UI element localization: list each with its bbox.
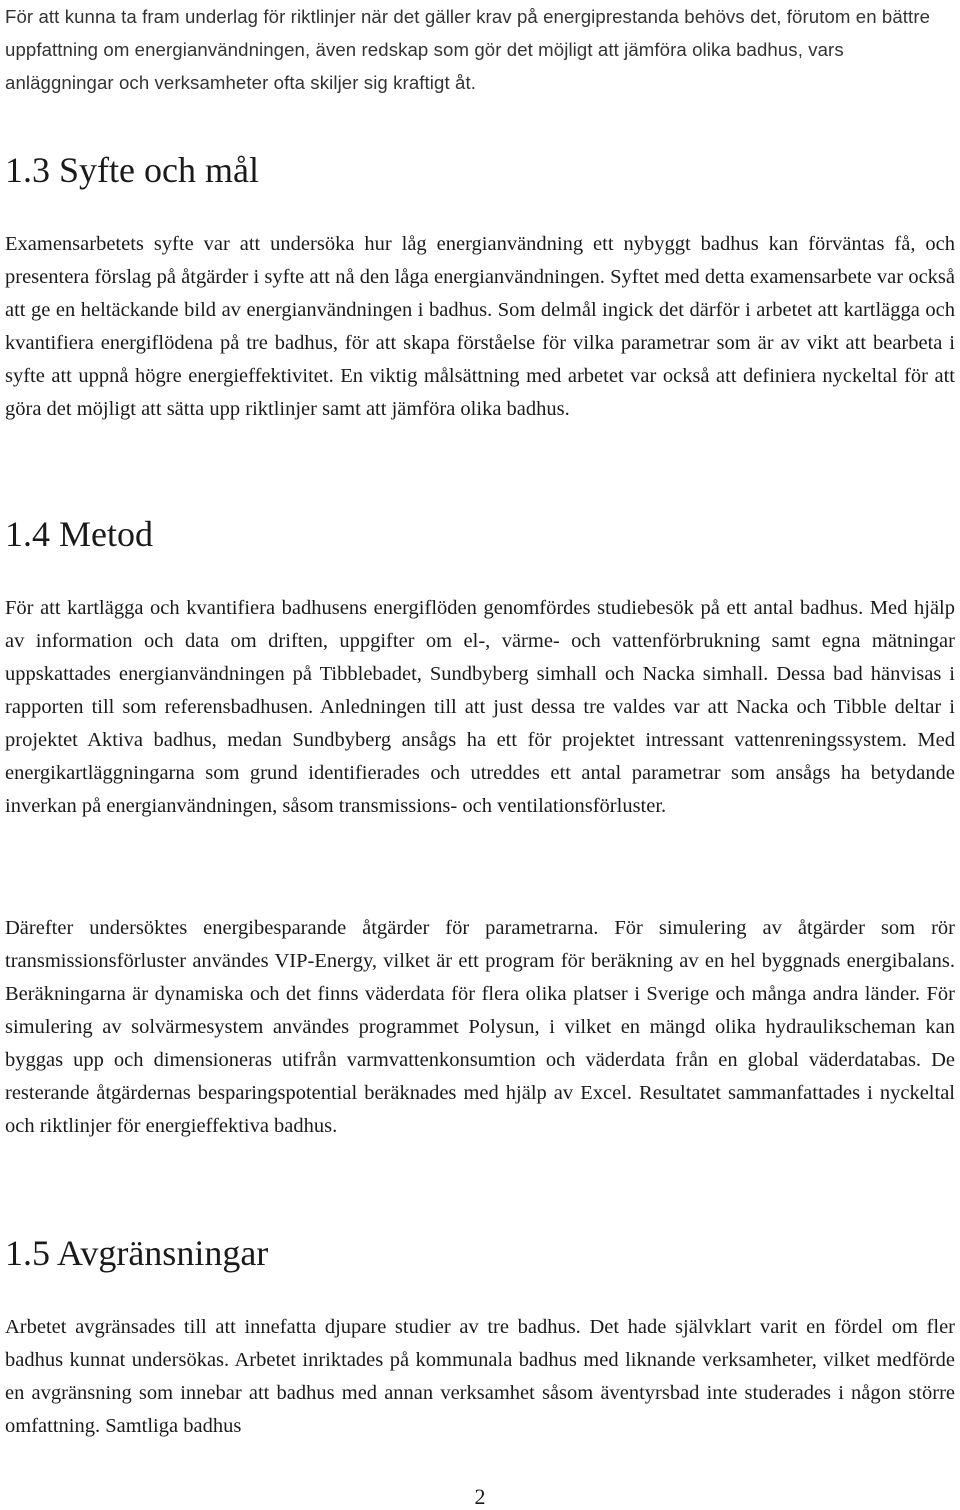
syfte-paragraph: Examensarbetets syfte var att undersöka hur låg energianvändning ett nybyggt badhus kan förväntas få, och presentera förslag på åtgärder i syfte att nå den låga energianvändningen. Syftet med detta examensarbete var också att ge en heltäckande bild av energianvändningen i badhus. Som delmål ingick det därför i arbetet att kartlägga och kvantifiera energiflödena på tre badhus, för att skapa förståelse för vilka parametrar som är av vikt att bearbeta i syfte att uppnå högre energieffektivitet. En viktig målsättning med arbetet var också att definiera nyckeltal för att göra det möjligt att sätta upp riktlinjer samt att jämföra olika badhus. [5,233,955,420]
section-heading-syfte-och-mal: 1.3 Syfte och mål [5,150,259,190]
intro-paragraph: För att kunna ta fram underlag för riktlinjer när det gäller krav på energiprestanda behövs det, förutom en bättre uppfattning om energianvändningen, även redskap som gör det möjligt att jämföra olika badhus, vars anläggningar och verksamheter ofta skiljer sig kraftigt åt. [5,6,931,93]
metod-paragraph-1: För att kartlägga och kvantifiera badhusens energiflöden genomfördes studiebesök på ett antal badhus. Med hjälp av information och data om driften, uppgifter om el-, värme- och vattenförbrukning samt egna mätningar uppskattades energianvändningen på Tibblebadet, Sundbyberg simhall och Nacka simhall. Dessa bad hänvisas i rapporten till som referensbadhusen. Anledningen till att just dessa tre valdes var att Nacka och Tibble deltar i projektet Aktiva badhus, medan Sundbyberg ansågs ha ett för projektet intressant vattenreningssystem. Med energikartläggningarna som grund identifierades och utreddes ett antal parametrar som ansågs ha betydande inverkan på energianvändningen, såsom transmissions- och ventilationsförluster. [5,597,955,817]
section-heading-metod: 1.4 Metod [5,514,153,554]
page-number: 2 [474,1484,486,1509]
section-heading-avgransningar: 1.5 Avgränsningar [5,1233,269,1273]
avgransningar-paragraph: Arbetet avgränsades till att innefatta djupare studier av tre badhus. Det hade självklart varit en fördel om fler badhus kunnat undersökas. Arbetet inriktades på kommunala badhus med liknande verksamheter, vilket medförde en avgränsning som innebar att badhus med annan verksamhet såsom äventyrsbad inte studerades i någon större omfattning. Samtliga badhus [5,1316,955,1437]
metod-paragraph-2: Därefter undersöktes energibesparande åtgärder för parametrarna. För simulering av åtgärder som rör transmissionsförluster användes VIP-Energy, vilket är ett program för beräkning av en hel byggnads energibalans. Beräkningarna är dynamiska och det finns väderdata för flera olika platser i Sverige och många andra länder. För simulering av solvärmesystem användes programmet Polysun, i vilket en mängd olika hydraulikscheman kan byggas upp och dimensioneras utifrån varmvattenkonsumtion och väderdata från en global väderdatabas. De resterande åtgärdernas besparingspotential beräknades med hjälp av Excel. Resultatet sammanfattades i nyckeltal och riktlinjer för energieffektiva badhus. [5,917,955,1137]
